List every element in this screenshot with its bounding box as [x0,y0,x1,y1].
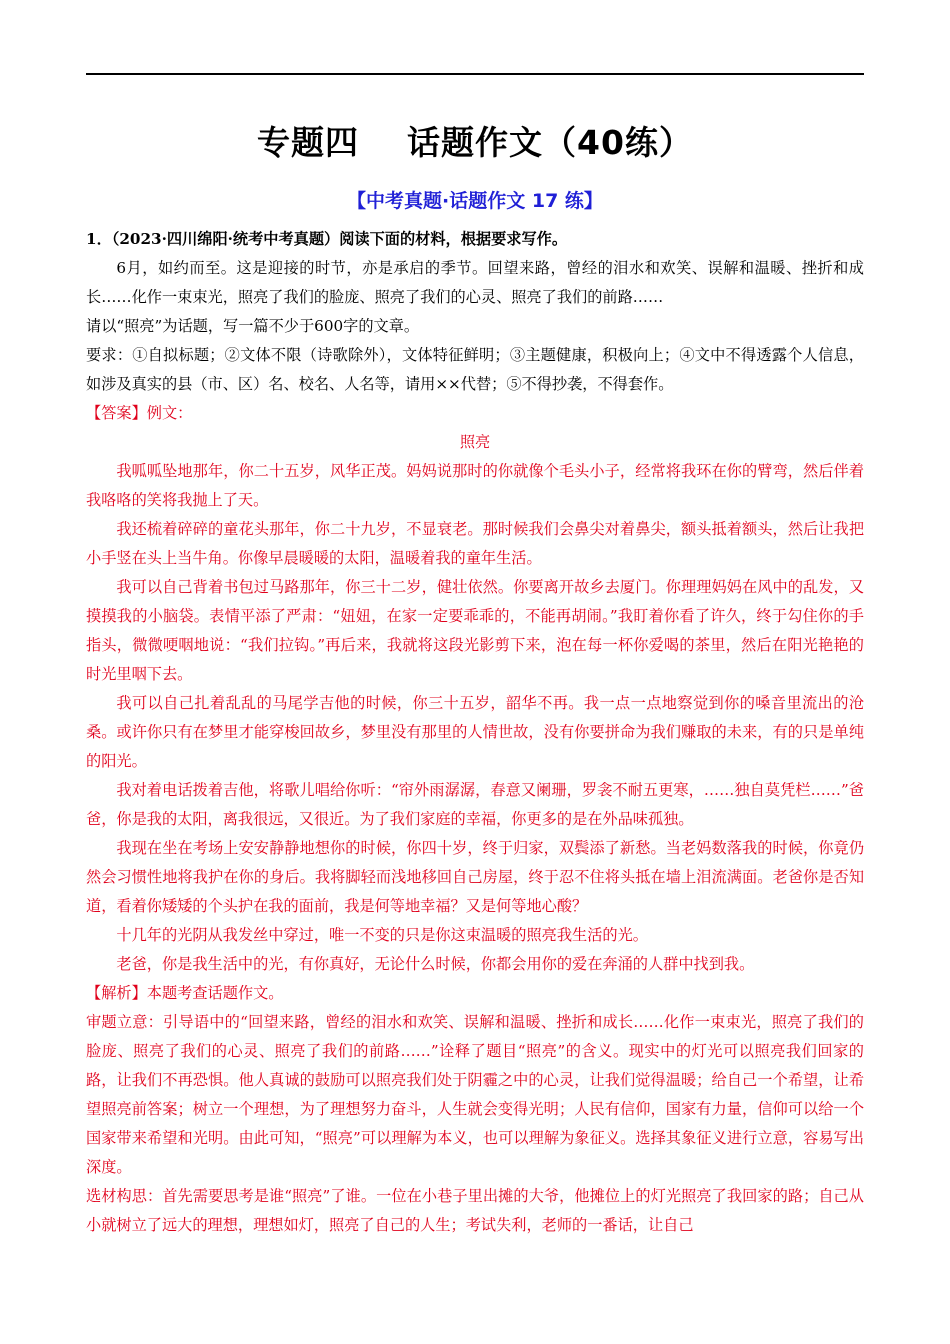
essay-paragraph: 我可以自己背着书包过马路那年，你三十二岁，健壮依然。你要离开故乡去厦门。你理理妈妈在风中的乱发，又摸摸我的小脑袋。表情平添了严肃：“妞妞，在家一定要乖乖的，不能再胡闹。”我盯着你看了许久，终于勾住你的手指头，微微哽咽地说：“我们拉钩。”再后来，我就将这段光影剪下来，泡在每一杯你爱喝的茶里，然后在阳光艳艳的时光里咽下去。 [86,578,864,683]
question-requirements: 要求：①自拟标题；②文体不限（诗歌除外），文体特征鲜明；③主题健康，积极向上；④文中不得透露个人信息，如涉及真实的县（市、区）名、校名、人名等，请用××代替；⑤不得抄袭，不得套作。 [86,346,864,393]
section-subtitle: 【中考真题·话题作文 17 练】 [347,190,603,212]
question-topic: 请以“照亮”为话题，写一篇不少于600字的文章。 [86,317,420,335]
essay-paragraph: 我还梳着碎碎的童花头那年，你二十九岁，不显衰老。那时候我们会鼻尖对着鼻尖，额头抵着额头，然后让我把小手竖在头上当牛角。你像早晨暖暖的太阳，温暖着我的童年生活。 [86,520,864,567]
title-part-1: 专题四 [257,123,360,162]
analysis-paragraph-2: 选材构思：首先需要思考是谁“照亮”了谁。一位在小巷子里出摊的大爷，他摊位上的灯光照亮了我回家的路；自己从小就树立了远大的理想，理想如灯，照亮了自己的人生；考试失利，老师的一番话，让自己 [86,1187,864,1234]
essay-paragraph: 我对着电话拨着吉他，将歌儿唱给你听：“帘外雨潺潺，春意又阑珊，罗衾不耐五更寒，……独自莫凭栏……”爸爸，你是我的太阳，离我很远，又很近。为了我们家庭的幸福，你更多的是在外品味孤独。 [86,781,864,828]
document-body [86,225,864,1240]
essay-paragraph: 十几年的光阴从我发丝中穿过，唯一不变的只是你这束温暖的照亮我生活的光。 [116,926,648,944]
analysis-paragraph-1: 审题立意：引导语中的“回望来路，曾经的泪水和欢笑、误解和温暖、挫折和成长……化作一束束光，照亮了我们的脸庞、照亮了我们的心灵、照亮了我们的前路……”诠释了题目“照亮”的含义。现实中的灯光可以照亮我们回家的路，让我们不再恐惧。他人真诚的鼓励可以照亮我们处于阴霾之中的心灵，让我们觉得温暖；给自己一个希望，让希望照亮前答案；树立一个理想，为了理想努力奋斗，人生就会变得光明；人民有信仰，国家有力量，信仰可以给一个国家带来希望和光明。由此可知，“照亮”可以理解为本义，也可以理解为象征义。选择其象征义进行立意，容易写出深度。 [86,1013,864,1176]
question-material: 6月，如约而至。这是迎接的时节，亦是承启的季节。回望来路，曾经的泪水和欢笑、误解和温暖、挫折和成长……化作一束束光，照亮了我们的脸庞、照亮了我们的心灵、照亮了我们的前路…… [86,259,864,306]
page-title [0,117,950,164]
analysis-line [86,979,864,1008]
analysis-intro: 本题考查话题作文。 [146,984,284,1002]
answer-line [86,399,864,428]
answer-label: 例文： [146,404,193,422]
essay-title: 照亮 [459,433,491,451]
answer-tag: 【答案】 [86,404,147,422]
essay-paragraph: 我可以自己扎着乱乱的马尾学吉他的时候，你三十五岁，韶华不再。我一点一点地察觉到你的嗓音里流出的沧桑。或许你只有在梦里才能穿梭回故乡，梦里没有那里的人情世故，没有你要拼命为我们赚取的未来，有的只是单纯的阳光。 [86,694,864,770]
analysis-tag: 【解析】 [86,984,147,1002]
question-head: 1．（2023·四川绵阳·统考中考真题）阅读下面的材料，根据要求写作。 [86,230,568,248]
top-rule [86,73,864,75]
essay-paragraph: 老爸，你是我生活中的光，有你真好，无论什么时候，你都会用你的爱在奔涌的人群中找到我。 [116,955,755,973]
essay-paragraph: 我现在坐在考场上安安静静地想你的时候，你四十岁，终于归家，双鬓添了新愁。当老妈数落我的时候，你竟仍然会习惯性地将我护在你的身后。我将脚轻而浅地移回自己房屋，终于忍不住将头抵在墙上泪流满面。老爸你是否知道，看着你矮矮的个头护在我的面前，我是何等地幸福？又是何等地心酸？ [86,839,864,915]
essay-paragraph: 我呱呱坠地那年，你二十五岁，风华正茂。妈妈说那时的你就像个毛头小子，经常将我环在你的臂弯，然后伴着我咯咯的笑将我抛上了天。 [86,462,864,509]
title-part-2: 话题作文（40练） [407,123,693,162]
